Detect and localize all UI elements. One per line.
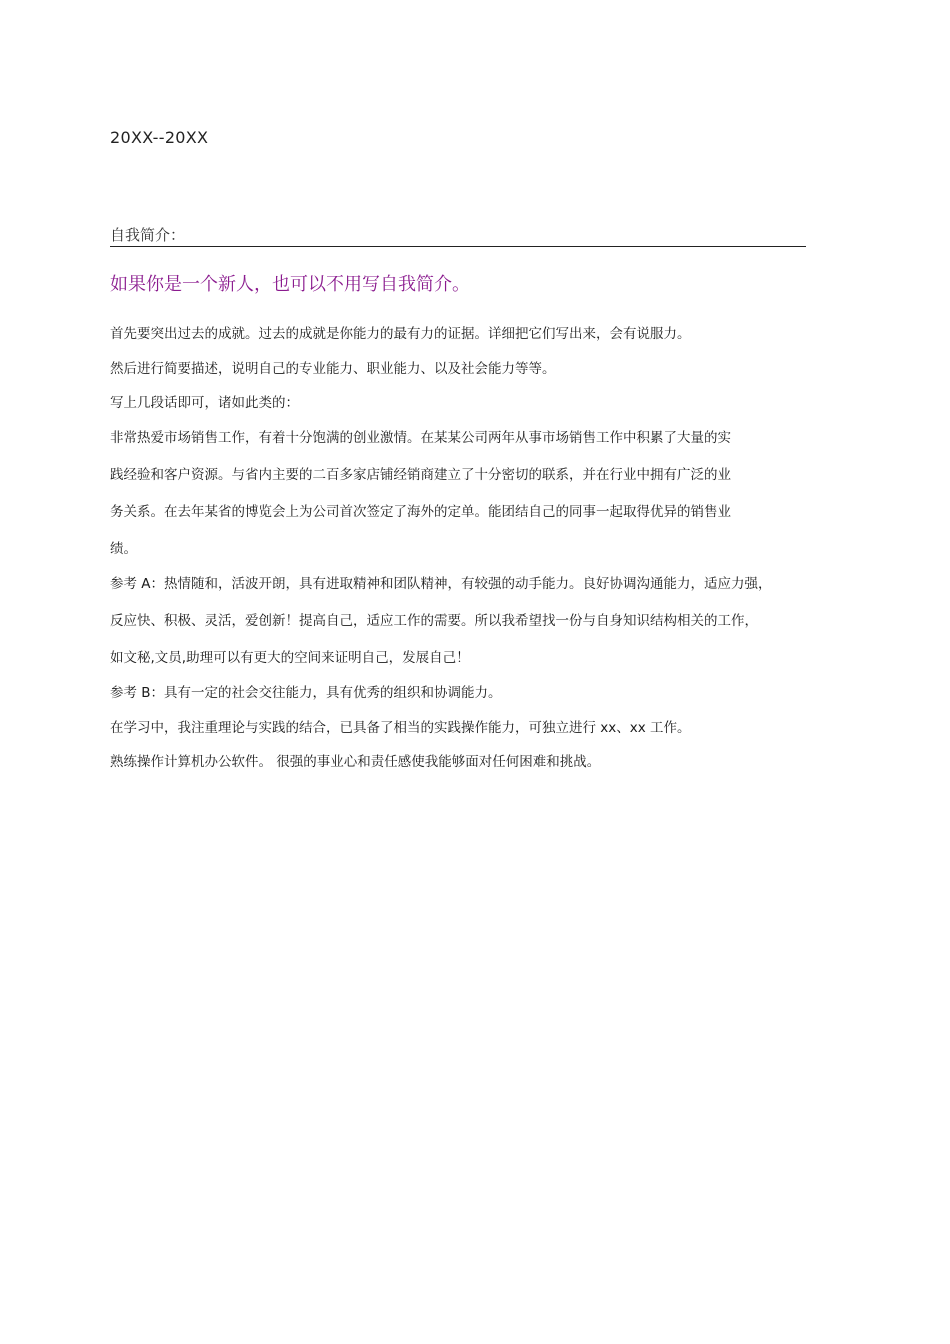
paragraph-example-line-3: 务关系。在去年某省的博览会上为公司首次签定了海外的定单。能团结自己的同事一起取得优异的销售业 [110,504,731,520]
paragraph-achievements: 首先要突出过去的成就。过去的成就是你能力的最有力的证据。详细把它们写出来，会有说服力。 [110,326,691,342]
paragraph-example-line-2: 践经验和客户资源。与省内主要的二百多家店铺经销商建立了十分密切的联系，并在行业中拥有广泛的业 [110,467,731,483]
paragraph-skills: 熟练操作计算机办公软件。 很强的事业心和责任感使我能够面对任何困难和挑战。 [110,754,601,770]
paragraph-instruction: 写上几段话即可，诸如此类的： [110,395,299,411]
reference-b: 参考 B：具有一定的社会交往能力，具有优秀的组织和协调能力。 [110,685,502,701]
paragraph-example-line-4: 绩。 [110,541,137,557]
paragraph-study: 在学习中，我注重理论与实践的结合，已具备了相当的实践操作能力，可独立进行 xx、xx 工作。 [110,720,691,736]
paragraph-example-line-1: 非常热爱市场销售工作，有着十分饱满的创业激情。在某某公司两年从事市场销售工作中积累了大量的实 [110,430,731,446]
section-label: 自我简介： [110,226,186,244]
headline: 如果你是一个新人，也可以不用写自我简介。 [110,274,470,295]
paragraph-description: 然后进行简要描述，说明自己的专业能力、职业能力、以及社会能力等等。 [110,361,556,377]
date-range: 20XX--20XX [110,128,209,147]
reference-a-line-2: 反应快、积极、灵活，爱创新！提高自己，适应工作的需要。所以我希望找一份与自身知识结构相关的工作， [110,613,758,629]
section-divider [110,246,806,247]
reference-a-line-3: 如文秘,文员,助理可以有更大的空间来证明自己，发展自己！ [110,650,470,666]
reference-a-line-1: 参考 A：热情随和，活波开朗，具有进取精神和团队精神，有较强的动手能力。良好协调沟通能力，适应力强， [110,576,772,592]
